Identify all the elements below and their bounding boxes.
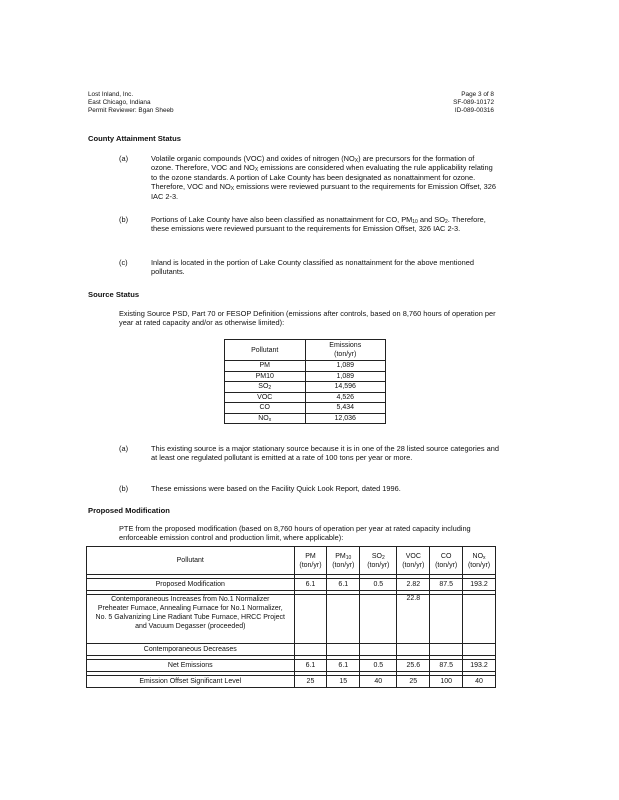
county-item-label: (b) [119,215,129,224]
col-pm: PM (ton/yr) [294,547,327,575]
table-row: $SO_2$ 14,596 [225,382,386,393]
header-plant-id: ID-089-00316 [454,107,494,115]
source-section-title: Source Status [88,290,140,299]
col-so2: $SO_2$ (ton/yr) [360,547,397,575]
proposed-modification-table [86,546,496,688]
header-left [88,91,174,116]
table-row: Contemporaneous Increases from No.1 Normalizer Preheater Furnace, Annealing Furnace for No.1 Normalizer, No. 5 Galvanizing Line Radiant Tube Furnace, HRCC Project and Vacuum Degasser (proceeded) 22.8 [87,595,496,644]
col-nox: $NO_x$ (ton/yr) [463,547,496,575]
header-reviewer: Permit Reviewer: Bgan Sheeb [88,107,174,115]
header-permit-id: SF-089-10172 [453,99,494,107]
table-row: VOC 4,526 [225,392,386,403]
source-item-b: These emissions were based on the Facility Quick Look Report, dated 1996. [151,484,401,493]
table-row: $NO_x$ 12,036 [225,413,386,424]
header-location: East Chicago, Indiana [88,99,151,107]
county-item-a: Volatile organic compounds (VOC) and oxides of nitrogen $(NO_X)$ are precursors for the formation of ozone. Therefore, VOC and $NO_X$ emissions are considered when evaluating the rule applicability relating to the ozone standards. A portion of Lake County has been designated as nonattainment for ozone. Therefore, VOC and $NO_X$ emissions were reviewed pursuant to the requirements for Emission Offset, 326 IAC 2-3. [151,154,496,201]
county-item-label: (a) [119,154,129,163]
header-page: Page 3 of 8 [461,91,494,98]
proposed-section-title: Proposed Modification [88,506,170,515]
source-intro: Existing Source PSD, Part 70 or FESOP Definition (emissions after controls, based on 8,760 hours of operation per year at rated capacity and/or as otherwise limited): [119,309,496,328]
col-pollutant: Pollutant [87,547,295,575]
col-emissions: Emissions (ton/yr) [305,340,386,361]
proposed-intro: PTE from the proposed modification (based on 8,760 hours of operation per year at rated capacity including enforceable emission control and production limit, where applicable): [119,524,471,543]
table-row: Proposed Modification 6.1 6.1 0.5 2.82 87.5 193.2 [87,579,496,591]
source-item-label: (a) [119,444,129,453]
county-item-b: Portions of Lake County have also been classified as nonattainment for CO, $PM_{10}$ and $SO_2$. Therefore, these emissions were reviewed pursuant to the requirements for Emission Offset, 326 IAC 2-3. [151,215,486,234]
county-item-c: Inland is located in the portion of Lake County classified as nonattainment for the above mentioned pollutants. [151,258,474,277]
table-row: PM 1,089 [225,361,386,372]
col-pm10: $PM_{10}$ (ton/yr) [327,547,360,575]
table-row: CO 5,434 [225,403,386,414]
col-pollutant: Pollutant [225,340,306,361]
existing-emissions-table [224,339,386,424]
table-row: PM10 1,089 [225,371,386,382]
table-row: Net Emissions 6.1 6.1 0.5 25.6 87.5 193.2 [87,660,496,672]
table-row: Emission Offset Significant Level 25 15 40 25 100 40 [87,676,496,688]
county-section-title: County Attainment Status [88,134,181,143]
source-item-label: (b) [119,484,129,493]
col-voc: VOC (ton/yr) [397,547,430,575]
header-right [453,91,494,116]
county-item-label: (c) [119,258,128,267]
header-company: Lost Inland, Inc. [88,91,134,98]
table-row: Contemporaneous Decreases [87,644,496,656]
source-item-a: This existing source is a major stationary source because it is in one of the 28 listed source categories and at least one regulated pollutant is emitted at a rate of 100 tons per year or more. [151,444,499,463]
col-co: CO (ton/yr) [430,547,463,575]
